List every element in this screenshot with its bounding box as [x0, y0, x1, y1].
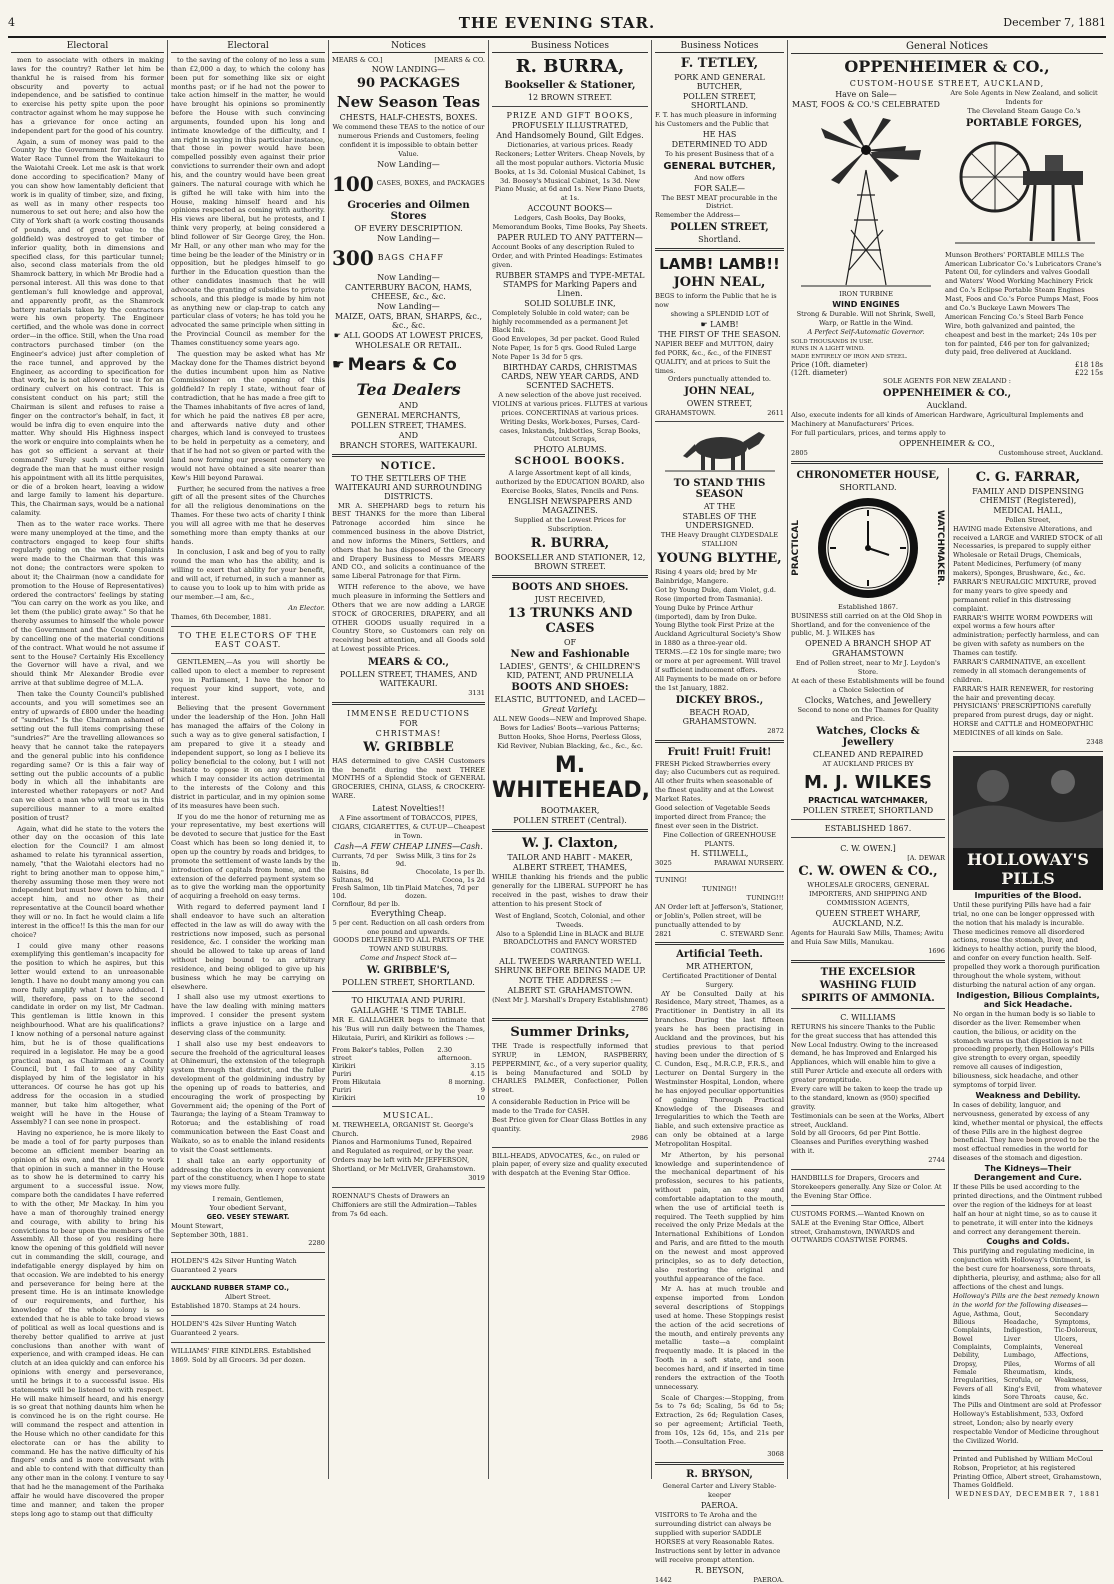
column-electoral-2: Electoral to the saving of the colony of no less a sum than £2,000 a day, to which the colony has been put for something like six or eight months past; or if he had not the power to take action himself in the matter, he would have brought his opinions so prominently before the House with such convincing arguments, founded upon his long and intimate knowledge of the difficulty, and I am right in saying in this particular instance, that those in power would have been compelled possibly even against their prior convictions to surrender their own and adopt his, and the country would have been great gainers. The natural courage with which he is gifted he will take with him into the House, making himself heard and his opinions respected as coming with authority. His views are liberal, but he protests, and I think very properly, at being considered a blind follower of Sir George Grey, the Hon. Mr Hall, or any other man who may for the time being be the leader of the Ministry or in opposition, but he pledges himself to go further in the Education question than the other candidates inasmuch that he will advocate the granting of subsidies to private schools, and this pledge is made by him not as anything new or clap-trap to catch any particular class of voters; he has told you he advocated the same principle when sitting in the Provincial Council as member for the Thames constituency some years ago. The question may be asked what has Mr Mackay done for the Thames district beyond the duties incumbent upon him as Native Commissioner on the opening of this goldfield? In reply I state, without fear of contradiction, that he has made a free gift to the Thames inhabitants of five acres of land, for which he paid the natives £8 per acre, and afterwards native duty and other charges, which land is conveyed to trustees to be held in perpetuity as a cemetery, and that if he had not so given or parted with the land now forming our present cemetery we would not have obtained a site nearer than Kew's Hill beyond Parawai. Further, he secured from the natives a free gift of all the present sites of the Churches for all the religious denominations on the Thames. For these two acts of charity I think you will all agree with me that he deserves something more than empty thanks at our hands. In conclusion, I ask and beg of you to rally round the man who has the ability, and is willing to exert that ability for your benefit, and will act, if returned, in such a manner as to cause you to look up to him with pride as our member.—I am, &c., An Elector. Thames, 6th December, 1881. TO THE ELECTORS OF THE EAST COAST. GENTLEMEN,—As you will shortly be called upon to elect a member to represent you in Parliament, I have the honor to request your kind support, vote, and interest. Believing that the present Government under the leadership of the Hon. John Hall has managed the affairs of the Colony in such a way as to give general satisfaction, I am prepared to give it a steady and independent support, so long as I believe its policy beneficial to the colony, but I will not hesitate to oppose it on any question in which I may consider its action detrimental to the interests of the Colony and this district in particular, and in my opinion some of its measures have been such. If you do me the honor of returning me as your representative, my best exertions will be devoted to secure that justice for the East Coast which has been so long denied it, to open up the country by roads and bridges, to promote the settlement of waste lands by the introduction of capitals from home, and the extension of the deferred payment system so as to give the working man the opportunity of acquiring a freehold on easy terms. With regard to deferred payment land I shall endeavor to have such an alteration effected in the law as will do away with the restrictions now imposed, such as personal residence, &c. I consider the working man should be allowed to take up areas of land without being bound to an arbitrary residence, and being obliged to give up his business which he may be carrying on elsewhere. I shall also use my utmost exertions to have the law dealing with mining matters improved. I consider the present system inflicts a grave injustice on a large and deserving class of the community. I shall also use my best endeavors to secure the freehold of the agricultural leases at Ohinemuri, the extension of the telegraph system through that district, and the fuller development of the goldmining industry by the opening up of roads to batteries, and encouraging the work of prospecting by Government aid; the opening of the Port of Tauranga; the laying of a Steam Tramway to Rotorua; and the establishing of road communication between the East Coast and Waikato, so as to enable the inland residents to visit the Coast settlements. I shall take an early opportunity of addressing the electors in every convenient part of the constituency, when I hope to state my views more fully. I remain, Gentlemen, Your obedient Servant, GEO. VESEY STEWART. Mount Stewart, September 30th, 1881. 2280 HOLDEN'S 42s Silver Hunting Watch Guaranteed 2 years AUCKLAND RUBBER STAMP CO., Albert Street. Established 1870. Stamps at 24 hours. HOLDEN'S 42s Silver Hunting Watch Guaranteed 2 years. WILLIAMS' FIRE KINDLERS. Established 1869. Sold by all Grocers. 3d per dozen.	[168, 40, 329, 1479]
ad-holden: HOLDEN'S 42s Silver Hunting Watch Guaranteed 2 years	[171, 1257, 297, 1275]
column-business-1: Business Notices R. BURRA, Bookseller & Stationer, 12 BROWN STREET. PRIZE AND GIFT BOOKS, PROFUSELY ILLUSTRATED, And Handsomely Bound, Gilt Edges. Dictionaries, at various prices. Ready Reckoners; Letter Writers. Cheap Novels, by all the most popular authors. Victoria Music Books, at 1s 3d. Colonial Musical Cabinet, 1s 3d. Boosey's Musical Cabinet, 1s 3d. New Piano Music, at 6d and 1s. New Piano Duets, at 1s. ACCOUNT BOOKS— Ledgers, Cash Books, Day Books, Memorandum Books, Time Books, Pay Sheets. PAPER RULED TO ANY PATTERN— Account Books of any description Ruled to Order, and with Printed Headings: Estimates given. RUBBER STAMPS and TYPE-METAL STAMPS for Marking Papers and Linen. SOLID SOLUBLE INK, Completely Soluble in cold water; can be highly recommended as a permanent Jet Black Ink. Good Envelopes, 3d per packet. Good Ruled Note Paper, 1s for 5 qrs. Good Ruled Large Note Paper 1s 3d for 5 qrs. BIRTHDAY CARDS, CHRISTMAS CARDS, NEW YEAR CARDS, AND SCENTED SACHETS. A new selection of the above just received. VIOLINS at various prices. FLUTES at various prices. CONCERTINAS at various prices. Writing Desks, Work-boxes, Purses, Card-cases, Inkstands, Inkbottles, Scrap Books, Cutcout Scraps, PHOTO ALBUMS. SCHOOL BOOKS. A large Assortment kept of all kinds, authorized by the EDUCATION BOARD, also Exercise Books, Slates, Pencils and Pens. ENGLISH NEWSPAPERS AND MAGAZINES. Supplied at the Lowest Prices for Subscription. R. BURRA, BOOKSELLER AND STATIONER, 12, BROWN STREET. BOOTS AND SHOES. JUST RECEIVED, 13 TRUNKS AND CASES OF New and Fashionable LADIES', GENTS', & CHILDREN'S KID, PATENT, AND PRUNELLA BOOTS AND SHOES: ELASTIC, BUTTONED, and LACED— Great Variety. ALL NEW Goods—NEW and Improved Shape. Bows for Ladies' Boots—various Patterns; Button Hooks, Shoe Horns, Peerless Gloss, Kid Reviver, Nubian Blacking, &c., &c., &c. M. WHITEHEAD, BOOTMAKER, POLLEN STREET (Central). W. J. Claxton, TAILOR AND HABIT - MAKER, ALBERT STREET, THAMES, WHILE thanking his friends and the public generally for the LIBERAL SUPPORT he has received in the past, wishes to draw their attention to his present Stock of West of England, Scotch, Colonial, and other Tweeds. Also to a Splendid Line in BLACK and BLUE BROADCLOTHS and FANCY WORSTED COATINGS. ALL TWEEDS WARRANTED WELL SHRUNK BEFORE BEING MADE UP. NOTE THE ADDRESS :— ALBERT ST. GRAHAMSTOWN. (Next Mr J. Marshall's Drapery Establishment) 2786 Summer Drinks, THE Trade is respectfully informed that SYRUP, in LEMON, RASPBERRY, PEPPERMINT, &c., of a very superior quality, is being Manufactured and SOLD by CHARLES PALMER, Confectioner, Pollen street. A considerable Reduction in Price will be made to the Trade for CASH. Best Price given for Clear Glass Bottles in any quantity. 2986 BILL-HEADS, ADVOCATES, &c., on ruled or plain paper, of every size and quality executed with despatch at the Evening Star Office.	[489, 40, 652, 1479]
letter-body	[11, 56, 164, 1518]
candidate-address: GENTLEMEN,—As you will shortly be called upon to elect a member to represent you in Parliament, I have the honor to request your kind support, vote, and interest. Believing that the present Government under the leadership of the Hon. John Hall has managed the affairs of the Colony in such a way as to give general satisfaction, I am prepared to give it a steady and independent support, so long as I believe its policy beneficial to the colony, but I will not hesitate to oppose it on any question in which I may consider its action detrimental to the interests of the Colony and this district in particular, and in my opinion some of its measures have been such. If you do me the honor of returning me as your representative, my best exertions will be devoted to secure that justice for the East Coast which has been so long denied it, to open up the country by roads and bridges, to promote the settlement of waste lands by the introduction of capitals from home, and the extension of the deferred payment system so as to give the working man the opportunity of acquiring a freehold on easy terms. With regard to deferred payment land I shall endeavor to have such an alteration effected in the law as will do away with the restrictions now imposed, such as personal residence, &c. I consider the working man should be allowed to take up areas of land without being bound to an arbitrary residence, and being obliged to give up his business which he may be carrying on elsewhere. I shall also use my utmost exertions to have the law dealing with mining matters improved. I consider the present system inflicts a grave injustice on a large and deserving class of the community. I shall also use my best endeavors to secure the freehold of the agricultural leases at Ohinemuri, the extension of the telegraph system through that district, and the fuller development of the goldmining industry by the opening up of roads to batteries, and encouraging the work of prospecting by Government aid; the opening of the Port of Tauranga; the laying of a Steam Tramway to Rotorua; and the establishing of road communication between the East Coast and Waikato, so as to enable the inland residents to visit the Coast settlements. I shall take an early opportunity of addressing the electors in every convenient part of the constituency, when I hope to state my views more fully.	[171, 658, 325, 1192]
price-row: Fresh Salmon, 1lb tin 10d. Plaid Matches, 7d per dozen.	[332, 883, 479, 900]
letter-continued	[171, 56, 325, 601]
price-row: Currants, 7d per lb. Swiss Milk, 3 tins for 2s 9d.	[332, 851, 477, 868]
masthead	[8, 14, 1106, 38]
paragraph: Then as to the water race works. There were many unemployed at the time, and the contractors engaged to keep four shifts regularly going on the work. Complaints were made to the Chairman that this was not done; the contractors were spoken to about it; the Chairman (now a candidate for promotion to the House of Representatives) ordered the contractors' feelings by stating "You can carry on the work as you like, and let them (the public) grate away." So that he thereby assumes to himself the whole power of the Government and the County Council by cancelling one of the material conditions of the contract. What would he not assume if sent to the House? Certainly His Excellency the Governor will have a rival, and we should think Mr Alexander Brodie ever arrive at that sublime degree of M.L.A.	[11, 519, 164, 688]
dateline: Thames, 6th December, 1881.	[171, 613, 272, 622]
candidate-name: GEO. VESEY STEWART.	[206, 1212, 290, 1221]
mears-logo: Mears & Co	[347, 354, 457, 375]
timetable-row: Puriri 4.15	[332, 1069, 485, 1078]
paragraph: men to associate with others in making laws for the country? Rather let him be thankful he is raised from his former obscurity and poverty to actual independence, and be satisfied to continue to exercise his petty spite upon the poor contractor against whom he may suppose he has a grievance for once acting an independent part for the good of his country.	[11, 56, 164, 135]
whitehead-headline: M. WHITEHEAD,	[492, 753, 650, 804]
holloway-illustration	[953, 756, 1103, 848]
forge-ad: Are Sole Agents in New Zealand, and solicit Indents for The Cleveland Steam Gauge Co.'s PORTABLE FORGES, Munson Brothers' PORTABLE MILLS The American Lubricator Co.'s Lubricators Crane's Patent Oil, for cylinders and valves Goodall and Waters' Wood Working Machinery Frick and Co.'s Eclipse Portable Steam Engines Mast, Foos and Co.'s Force Pumps Mast, Foos and Co.'s Buckeye Lawn Mowers The American Fencing Co.'s Steel Barb Fence Wire, both galvanized and painted, the cheapest and best in the market; 24s 10s per ton for painted, £46 per ton for galvanized; duty paid, free delivered at Auckland.	[945, 89, 1102, 357]
disease-table: Ague, Asthma, Bilious Complaints, Bowel Complaints, Debility, Dropsy, Female Irregularities, Fevers of all kinds Gout, Headache, Indigestion, Liver Complaints, Lumbago, Piles, Rheumatism, Scrofula, or King's Evil, Sore Throats Secondary Symptoms, Tic-Doloreux, Ulcers, Venereal Affections, Worms of all kinds, Weakness, from whatever cause, &c.	[953, 1309, 1102, 1401]
paragraph: In conclusion, I ask and beg of you to rally round the man who has the ability, and is willing to exert that ability for your benefit, and will act, if returned, in such a manner as to cause you to look up to him with pride as our member.—I am, &c.,	[171, 548, 325, 601]
column-header: General Notices	[791, 40, 1103, 54]
paragraph: Having no experience, he is more likely to be made a tool of for party purposes than become an efficient member bearing an opinion of his own, and the ability to work that opinion in such a manner in the House as to show he is determined to carry his argument to a successful issue. Now, compare both the candidates I have referred to with the other, Mr Mackay. In him you have a man of thoroughly trained energy and courage, with ability to bring his convictions to bear upon the members of the Assembly. All those of you residing here know the opening of this goldfield will never cut in commanding the skill, courage, and indefatigable energy displayed by him on that occasion. We are indebted to his energy and perseverance for being here at the present time. He is an intimate knowledge of our requirements, and further, his knowledge of the whole colony is so extended that he is able to take broad views of political as well as local questions and is thereby better qualified to arrive at just conclusions than another with want of experience, and with cramped ideas. He can clutch at an idea quickly and can enforce his opinions with energy and perseverance, until he brings it to a successful issue. His statements will be listened to with respect. He will make himself heard, and his energy is so great that nothing daunts him when he is convinced he is on the right course. He will command the respect and attention in the House which no other candidate for this electorate can or has the ability to command. He has the native difficulty of his fingers' ends and is more conversant with and able to contend with that difficulty than any other man in the colony. I venture to say that had he the management of the Parihaka affair he would have discovered the proper time and manner, and taken the proper steps long ago to stamp out that difficulty	[11, 1129, 164, 1518]
column-header: Electoral	[171, 40, 325, 53]
paragraph: Further, he secured from the natives a free gift of all the present sites of the Churches for all the religious denominations on the Thames. For these two acts of charity I think you will all agree with me that he deserves something more than empty thanks at our hands.	[171, 484, 325, 546]
ad-holden-2: HOLDEN'S 42s Silver Hunting Watch Guaranteed 2 years.	[171, 1319, 297, 1337]
price-row: Cornflour, 8d per lb.	[332, 899, 400, 908]
price-row: Raisins, 8d Chocolate, 1s per lb.	[332, 867, 485, 876]
paragraph: to the saving of the colony of no less a sum than £2,000 a day, to which the colony has been put for something like six or eight months past; or if he had not the power to take action himself in the matter, he would have brought his opinions so prominently before the House with such convincing arguments, founded upon his long and intimate knowledge of the difficulty, and I am right in saying in this particular instance, that those in power would have been compelled possibly even against their prior convictions to surrender their own and adopt his, and the country would have been great gainers. The natural courage with which he is gifted he will take with him into the House, making himself heard and his opinions respected as coming with authority. His views are liberal, but he protests, and I think very properly, at being considered a blind follower of Sir George Grey, the Hon. Mr Hall, or any other man who may for the time being be the leader of the Ministry or in opposition, but he pledges himself to go further in the Education question than the other candidates inasmuch that he will advocate the granting of subsidies to private schools, and this pledge is made by him not as anything new or clap-trap to catch any particular class of voters; he has told you he advocated the same principle when sitting in the Provincial Council as member for the Thames constituency some years ago.	[171, 56, 325, 347]
timetable-row: Kirikiri 3.15	[332, 1061, 485, 1070]
column-business-2: Business Notices F. TETLEY, PORK AND GENERAL BUTCHER, POLLEN STREET, SHORTLAND. F. T. has much pleasure in informing his Customers and the Public that HE HAS DETERMINED TO ADD To his present Business that of a GENERAL BUTCHER, And now offers FOR SALE— The BEST MEAT procurable in the District. Remember the Address— POLLEN STREET, Shortland. LAMB! LAMB!! JOHN NEAL, BEGS to inform the Public that he is now showing a SPLENDID LOT of ☛ LAMB! THE FIRST OF THE SEASON. NAPIER BEEF and MUTTON, dairy fed PORK, &c., &c., of the FINEST QUALITY, and at prices to Suit the times. Orders punctually attended to. JOHN NEAL, OWEN STREET, GRAHAMSTOWN. 2611 TO STAND THIS SEASON AT THE STABLES OF THE UNDERSIGNED. THE Heavy Draught CLYDESDALE STALLION YOUNG BLYTHE, Rising 4 years old; bred by Mr Bainbridge, Mangere. Got by Young Duke, dam Violet, g.d. Rose (imported from Tasmania). Young Duke by Prince Arthur (imported), dam by Iron Duke. Young Blythe took First Prize at the Auckland Agricultural Society's Show in 1880 as a three-year old. TERMS.—£2 10s for single mare; two or more at per agreement. Will travel if sufficient inducement offers. All Payments to be made on or before the 1st January, 1882. DICKEY BROS., BEACH ROAD, GRAHAMSTOWN. 2872 Fruit! Fruit! Fruit! FRESH Picked Strawberries every day; also Cucumbers cut as required. All other fruits when seasonable of the finest quality and at the Lowest Market Rates. Good selection of Vegetable Seeds imported direct from France; the finest ever seen in the District. Fine Collection of GREENHOUSE PLANTS. H. STILWELL, 3025 PARAWAI NURSERY. TUNING! TUNING!! TUNING!!! AN Order left at Jefferson's, Stationer, or Joblin's, Pollen street, will be punctually attended to by 2821 C. STEWARD Senr. Artificial Teeth. MR ATHERTON, Certificated Practitioner of Dental Surgery. AY be Consulted Daily at his Residence, Mary street, Thames, as a Practitioner in Dentistry in all its branches. During the last fifteen years he has been practising in Auckland and the provinces, but his studies previous to that period having been under the direction of S C. Cundon, Esq., M.R.C.P., F.R.S., and Lecturer on Dental Surgery in the Westminster Hospital, London, where he has enjoyed peculiar opportunities of gaining Thorough Practical Knowledge of the Diseases and Irregularities to which the Teeth are liable, and such extensive practice as can only be obtained at a large Metropolitan Hospital. Mr Atherton, by his personal knowledge and superintendence of the mechanical department of his profession, secures to his patients, without pain, an easy and comfortable adaptation to the mouth, when the use of artificial teeth is required. The Teeth supplied by him received the only Prize Medals at the International Exhibitions of London and Paris, and are fitted to the mouth on the newest and most approved principles, so as to defy detection, also restoring the original and youthful appearance of the face. Mr A. has at much trouble and expense imported from London several descriptions of Stoppings used at home. These Stoppings resist the action of the acid secretions of the mouth, and entirely prevents any metallic taste—a complaint frequently made. It is placed in the Tooth in a soft state, and soon becomes hard, and if inserted in time renders the extraction of the Tooth unnecessary. Scale of Charges:—Stopping, from 5s to 7s 6d; Scaling, 5s 6d to 5s; Extraction, 2s 6d; Regulation Cases, so per agreement; Artificial Teeth, from 10s, 12s 6d, 15s, and 21s per Tooth.—Consultation Free. 3068 R. BRYSON, General Carter and Livery Stable-keeper PAEROA. VISITORS to Te Aroha and the surrounding district can always be supplied with superior SADDLE HORSES at very Reasonable Rates. Instructions sent by letter in advance will receive prompt attention. R. BEYSON, 1442 PAEROA.	[652, 40, 788, 1479]
clock-face-icon	[813, 493, 923, 603]
paragraph: I could give many other reasons exemplifying this gentleman's incapacity for the position to which he aspires, but this letter would extend to an unreasonable length. I have no doubt many among you can more fully amplify what I have adduced. I will, therefore, pass on to the second candidate in order on my list, Mr Cadman. This gentleman is little known in this neighbourhood. What are his qualifications? I know nothing of a personal nature against him, but he is of those qualifications required in a legislator. He may be a good practical man, as Chairman of a County Council, but I fail to see any ability displayed by him of the legislator in his utterances. Of course he has got up his address for the occasion in a studied manner, but take him altogether, what weight will he have in the House of Assembly? I can see none in prospect.	[11, 941, 164, 1127]
paragraph: The question may be asked what has Mr Mackay done for the Thames district beyond the duties incumbent upon him as Native Commissioner on the opening of this goldfield? In reply I state, without fear of contradiction, that he has made a free gift to the Thames inhabitants of five acres of land, for which he paid the natives £8 per acre, and afterwards native duty and other charges, which land is conveyed to trustees to be held in perpetuity as a cemetery, and that if he had not so given or parted with the land now forming our present cemetery we would not have obtained a site nearer than Kew's Hill beyond Parawai.	[171, 349, 325, 482]
paragraph: Then take the County Council's published accounts, and you will sometimes see an entry of upwards of £800 under the heading of "sundries." Is the Chairman ashamed of setting out the full items comprising these "sundries?" Are the travelling allowances so heavy that he cannot take the ratepayers and the general public into his confidence regarding same? Or is this a fair way of setting out the public accounts of a public body in which all the inhabitants are interested whether ratepayers or not? And can we elect a man who will treat us in this supercilious manner to a more exalted position of trust?	[11, 689, 164, 822]
pointing-hand-icon: ☛	[700, 319, 708, 329]
burra-headline: R. BURRA,	[515, 56, 625, 77]
ad-kindlers: WILLIAMS' FIRE KINDLERS. Established 1869. Sold by all Grocers. 3d per dozen.	[171, 1346, 311, 1364]
paragraph: Again, what did he state to the voters the other day on the occasion of this late election for the Council? I am almost ashamed to relate his tyrannical assertion, namely, "that the Waiotahi electors had no right to bring another man to oppose him," thereby assuming those men they were not independent but must bow down to him, and accept him, and no other as their representative at the Council board whether they will or no. In fact he would claim a life interest in the office!! Is this the man for our choice?	[11, 824, 164, 939]
timetable-row: From Hikutaia 8 morning.	[332, 1077, 485, 1086]
horse-engraving	[655, 426, 783, 476]
signature: An Elector.	[288, 604, 325, 613]
timetable-row: Puriri 9	[332, 1085, 485, 1094]
teas-headline: New Season Teas	[336, 93, 481, 111]
windmill-engraving	[791, 110, 941, 290]
column-header: Notices	[332, 40, 485, 53]
column-notices: Notices MEARS & CO.] [MEARS & CO. NOW LANDING— 90 PACKAGES New Season Teas CHESTS, HALF-CHESTS, BOXES. We commend these TEAS to the notice of our numerous Friends and Customers, feeling confident it is impossible to obtain better Value. Now Landing— 100 CASES, BOXES, and PACKAGES Groceries and Oilmen Stores OF EVERY DESCRIPTION. Now Landing— 300 BAGS CHAFF Now Landing— CANTERBURY BACON, HAMS, CHEESE, &c., &c. Now Landing— MAIZE, OATS, BRAN, SHARPS, &c., &c., &c. ☛ ALL GOODS AT LOWEST PRICES, WHOLESALE OR RETAIL. ☛ Mears & Co Tea Dealers AND GENERAL MERCHANTS, POLLEN STREET, THAMES. AND BRANCH STORES, WAITEKAURI. NOTICE. TO THE SETTLERS OF THE WAITEKAURI AND SURROUNDING DISTRICTS. MR A. SHEPHARD begs to return his BEST THANKS for the more than Liberal Patronage accorded him since he commenced business in the above District, and now informs the Miners, Settlers, and others that he has disposed of the Grocery and Drapery Business to Messrs MEARS AND CO., and solicits a continuance of the same Liberal Patronage for that Firm. WITH reference to the above, we have much pleasure in informing the Settlers and Others that we are now adding a LARGE STOCK of GROCERIES, DRAPERY, and all OTHER GOODS usually required in a Country Store, so Customers can rely on receiving best attention, and all Goods sold at Lowest possible Prices. MEARS & CO., POLLEN STREET, THAMES, AND WAITEKAURI. 3131 IMMENSE REDUCTIONS FOR CHRISTMAS! W. GRIBBLE HAS determined to give CASH Customers the benefit during the next THREE MONTHS of a Splendid Stock of GENERAL GROCERIES, CHINA, GLASS, & CROCKERY-WARE. Latest Novelties!! A Fine assortment of TOBACCOS, PIPES, CIGARS, CIGARETTES, & CUT-UP—Cheapest in Town. Cash—A FEW CHEAP LINES—Cash. Currants, 7d per lb. Swiss Milk, 3 tins for 2s 9d. Raisins, 8d Chocolate, 1s per lb. Sultanas, 9d Cocoa, 1s 2d Fresh Salmon, 1lb tin 10d. Plaid Matches, 7d per dozen. Cornflour, 8d per lb. Everything Cheap. 5 per cent. Reduction on all cash orders from one pound and upwards. GOODS DELIVERED TO ALL PARTS OF THE TOWN AND SUBURBS. Come and Inspect Stock at— W. GRIBBLE'S, POLLEN STREET, SHORTLAND. TO HIKUTAIA AND PURIRI. GALLAGHE 'S TIME TABLE. MR E. GALLAGHER begs to intimate that his 'Bus will run daily between the Thames, Hikutaia, Puriri, and Kirikiri as follows :— From Baker's tables, Pollen street 2.30 afternoon. Kirikiri 3.15 Puriri 4.15 From Hikutaia 8 morning. Puriri 9 Kirikiri 10 MUSICAL. M. TREWHEELA, ORGANIST St. George's Church. Pianos and Harmoniums Tuned, Repaired and Regulated as required, or by the year. Orders may be left with Mr JEFFERSON, Shortland, or Mr McLIVER, Grahamstown. 3019 ROENNAU'S Chests of Drawers an Chiffoniers are still the Admiration—Tables from 7s 6d each.	[329, 40, 489, 1479]
price-table	[332, 852, 485, 908]
time-table	[332, 1046, 485, 1102]
column-general-notices: General Notices OPPENHEIMER & CO., CUSTOM-HOUSE STREET, AUCKLAND, Have on Sale— MAST, FOOS & CO.'S CELEBRATED IRON TURBINE WIND ENGINES Strong & Durable. Will not Shrink, Swell, Warp, or Rattle in the Wind. A Perfect Self-Automatic Governor. SOLD THOUSANDS IN USE. RUNS IN A LIGHT WIND. MADE ENTIRELY OF IRON AND STEEL. Are Sole Agents in New Zealand, and solicit Indents for The Cleveland Steam Gauge Co.'s PORTABLE FORGES, Munson Brothers' PORTABLE MILLS The American Lubricator Co.'s Lubricators Crane's Patent Oil, for cylinders and valves Goodall and Waters' Wood Working Machinery Frick and Co.'s Eclipse Portable Steam Engines Mast, Foos and Co.'s Force Pumps Mast, Foos and Co.'s Buckeye Lawn Mowers The American Fencing Co.'s Steel Barb Fence Wire, both galvanized and painted, the cheapest and best in the market; 24s 10s per ton for painted, £46 per ton for galvanized; duty paid, free delivered at Auckland. Price (10ft. diameter) £18 18s (12ft. diameter) £22 15s SOLE AGENTS FOR NEW ZEALAND : OPPENHEIMER & CO., Auckland. Also, execute indents for all kinds of American Hardware, Agricultural Implements and Machinery at Manufacturers' Prices. For full particulars, prices, and terms apply to OPPENHEIMER & CO., 2805 Customhouse street, Auckland. CHRONOMETER HOUSE, SHORTLAND. PRACTICAL WATCHMAKER. Established 1867. BUSINESS still carried on at the Old Shop in Shortland, and for the convenience of the public, M. J. WILKES has OPENED A BRANCH SHOP AT GRAHAMSTOWN End of Pollen street, near to Mr J. Leydon's Store. At each of these Establishments will be found a Choice Selection of Clocks, Watches, and Jewellery Second to none on the Thames for Quality and Price. Watches, Clocks & Jewellery CLEANED AND REPAIRED AT AUCKLAND PRICES BY M. J. WILKES PRACTICAL WATCHMAKER, POLLEN STREET, SHORTLAND ESTABLISHED 1867. C. W. OWEN.] [A. DEWAR C. W. OWEN & CO., WHOLESALE GROCERS, GENERAL IMPORTERS, AND SHIPPING AND COMMISSION AGENTS, QUEEN STREET WHARF, AUCKLAND, N.Z. Agents for Hauraki Saw Mills, Thames; Awitu and Huia Saw Mills, Manukau. 1696 THE EXCELSIOR WASHING FLUID SPIRITS OF AMMONIA. C. WILLIAMS RETURNS his sincere Thanks to the Public for the great success that has attended this New Local Industry. Owing to the increased demand, he has Improved and Enlarged his Appliances, which will enable him to give a still Purer Article and execute all orders with greater promptitude. Every care will be taken to keep the trade up to the standard, known as (950) specified gravity. Testimonials can be seen at the Works, Albert street, Auckland. Sold by all Grocers, 6d per Pint Bottle. Cleanses and Purifies everything washed with it. 2744 HANDBILLS for Drapers, Grocers and Storekeepers generally. Any Size or Color. At the Evening Star Office. CUSTOMS FORMS.—Wanted Known on SALE at the Evening Star Office, Albert street, Grahamstown, INWARDS and OUTWARDS COASTWISE FORMS. C. G. FARRAR, FAMILY AND DISPENSING CHEMIST (Registered), MEDICAL HALL, Pollen Street, HAVING made Extensive Alterations, and received a LARGE and VARIED STOCK of all Necessaries, is prepared to supply either Wholesale or Retail Drugs, Chemicals, Patent Medicines, Perfumery (of many makers), Sponges, Brushware, &c., &c. FARRAR'S NEURALGIC MIXTURE, proved for many years to give speedy and permanent relief in this distressing complaint. FARRAR'S WHITE WORM POWDERS will expel worms a few hours after administration; perfectly harmless, and can be given with safety as numbers on the Thames can testify. FARRAR'S CARMINATIVE, an excellent remedy in all stomach derangements of children. FARRAR'S HAIR RENEWER, for restoring the hair and preventing decay. PHYSICIANS' PRESCRIPTIONS carefully prepared from purest drugs, day or night. HORSE and CATTLE and HOMEOPATHIC MEDICINES of all kinds on Sale. 2348 HOLLOWAY'S PILLS Impurities of the Blood. Until these purifying Pills have had a fair trial, no one can be longer oppressed with the notion that his malady is incurable. These medicines remove all disordered actions, rouse the stomach, liver, and kidneys to healthy action, purify the blood, and confer on every function health. Self-propelled they work a thorough purification throughout the whole system, without disturbing the natural action of any organ. Indigestion, Bilious Complaints, and Sick Headache. No organ in the human body is so liable to disorder as the liver. Remember when caution, the bilious, or acidity on the stomach warns us that digestion is not proceeding properly, then Holloway's Pills give strength to every organ, speedily remove all causes of indigestion, biliousness, sick headache, and other symptoms of torpid liver. Weakness and Debility. In cases of debility, languor, and nervousness, generated by excess of any kind, whether mental or physical, the effects of these Pills are in the highest degree beneficial. They have been proved to be the most effectual remedies in the world for diseases of the stomach and digestion. The Kidneys—Their Derangement and Cure. If these Pills be used according to the printed directions, and the Ointment rubbed over the region of the kidneys for at least half an hour at night time, so as to cause it to penetrate, it will enter into the kidneys and correct any derangement therein. Coughs and Colds. This purifying and regulating medicine, in conjunction with Holloway's Ointment, is the best cure for hoarseness, sore throats, diphtheria, pleurisy, and asthma; also for all affections of the chest and lungs. Holloway's Pills are the best remedy known in the world for the following diseases— Ague, Asthma, Bilious Complaints, Bowel Complaints, Debility, Dropsy, Female Irregularities, Fevers of all kinds Gout, Headache, Indigestion, Liver Complaints, Lumbago, Piles, Rheumatism, Scrofula, or King's Evil, Sore Throats Secondary Symptoms, Tic-Doloreux, Ulcers, Venereal Affections, Worms of all kinds, Weakness, from whatever cause, &c. The Pills and Ointment are sold at Professor Holloway's Establishment, 533, Oxford street, London; also by nearly every respectable Vendor of Medicine throughout the Civilized World. Printed and Published by William McCoul Robson, Proprietor, at his registered Printing Office, Albert street, Grahamstown, Thames Goldfield. WEDNESDAY, DECEMBER 7, 1881	[791, 41, 1103, 1499]
price-row: Sultanas, 9d Cocoa, 1s 2d	[332, 875, 485, 884]
holloway-banner: HOLLOWAY'S PILLS	[953, 848, 1103, 890]
column-electoral-1	[8, 40, 168, 1518]
pointing-hand-icon: ☛ ALL GOODS AT LOWEST PRICES,	[333, 330, 484, 340]
column-header: Business Notices	[655, 40, 784, 53]
packages-headline: 90 PACKAGES	[356, 76, 461, 91]
portable-forge-engraving	[945, 131, 1103, 251]
gribble-headline: W. GRIBBLE	[363, 739, 454, 755]
newspaper-title: THE EVENING STAR.	[458, 14, 656, 32]
column-header: Business Notices	[492, 40, 648, 53]
address-heading: TO THE ELECTORS OF THE EAST COAST.	[178, 631, 318, 650]
issue-date: December 7, 1881	[1003, 16, 1106, 29]
farrar-column: C. G. FARRAR, FAMILY AND DISPENSING CHEMIST (Registered), MEDICAL HALL, Pollen Street, HAVING made Extensive Alterations, and received a LARGE and VARIED STOCK of all Necessaries, is prepared to supply either Wholesale or Retail Drugs, Chemicals, Patent Medicines, Perfumery (of many makers), Sponges, Brushware, &c., &c. FARRAR'S NEURALGIC MIXTURE, proved for many years to give speedy and permanent relief in this distressing complaint. FARRAR'S WHITE WORM POWDERS will expel worms a few hours after administration; perfectly harmless, and can be given with safety as numbers on the Thames can testify. FARRAR'S CARMINATIVE, an excellent remedy in all stomach derangements of children. FARRAR'S HAIR RENEWER, for restoring the hair and preventing decay. PHYSICIANS' PRESCRIPTIONS carefully prepared from purest drugs, day or night. HORSE and CATTLE and HOMEOPATHIC MEDICINES of all kinds on Sale. 2348 HOLLOWAY'S PILLS Impurities of the Blood. Until these purifying Pills have had a fair trial, no one can be longer oppressed with the notion that his malady is incurable. These medicines remove all disordered actions, rouse the stomach, liver, and kidneys to healthy action, purify the blood, and confer on every function health. Self-propelled they work a thorough purification throughout the whole system, without disturbing the natural action of any organ. Indigestion, Bilious Complaints, and Sick Headache. No organ in the human body is so liable to disorder as the liver. Remember when caution, the bilious, or acidity on the stomach warns us that digestion is not proceeding properly, then Holloway's Pills give strength to every organ, speedily remove all causes of indigestion, biliousness, sick headache, and other symptoms of torpid liver. Weakness and Debility. In cases of debility, languor, and nervousness, generated by excess of any kind, whether mental or physical, the effects of these Pills are in the highest degree beneficial. They have been proved to be the most effectual remedies in the world for diseases of the stomach and digestion. The Kidneys—Their Derangement and Cure. If these Pills be used according to the printed directions, and the Ointment rubbed over the region of the kidneys for at least half an hour at night time, so as to cause it to penetrate, it will enter into the kidneys and correct any derangement therein. Coughs and Colds. This purifying and regulating medicine, in conjunction with Holloway's Ointment, is the best cure for hoarseness, sore throats, diphtheria, pleurisy, and asthma; also for all affections of the chest and lungs. Holloway's Pills are the best remedy known in the world for the following diseases— Ague, Asthma, Bilious Complaints, Bowel Complaints, Debility, Dropsy, Female Irregularities, Fevers of all kinds Gout, Headache, Indigestion, Liver Complaints, Lumbago, Piles, Rheumatism, Scrofula, or King's Evil, Sore Throats Secondary Symptoms, Tic-Doloreux, Ulcers, Venereal Affections, Worms of all kinds, Weakness, from whatever cause, &c. The Pills and Ointment are sold at Professor Holloway's Establishment, 533, Oxford street, London; also by nearly every respectable Vendor of Medicine throughout the Civilized World. Printed and Published by William McCoul Robson, Proprietor, at his registered Printing Office, Albert street, Grahamstown, Thames Goldfield. WEDNESDAY, DECEMBER 7, 1881	[953, 469, 1103, 1499]
column-header: Electoral	[11, 40, 164, 53]
timetable-row: Kirikiri 10	[332, 1093, 485, 1102]
paragraph: Again, a sum of money was paid to the County by the Government for making the Water Race Tunnel from the Waitekauri to the Waiotahi Creek. Let me ask is that work done according to specification? Many of you can show how lamentably deficient that work is in quality of timber, size, and fixing, as well as in many other respects too numerous to set out here; and also how the City of York shaft (a work costing thousands of pounds, and of great value to the goldfield) was destroyed to get timber of inferior quality, both in dimensions and specified class, for this particular tunnel; also, second class materials from the old Shamrock battery, in which Mr Brodie had a personal interest. All this was done to that gentleman's full knowledge and approval, and apparently profit, as the Shamrock battery materials taken by the contractors were his own property. The Engineer certified, and the whole was done in correct order—in the office. Still, when the Una road contractors purchased timber (on the Engineer's advice) just after completion of the race tunnel, and approved by the Engineer, as according to specification for that work, he is not allowed to use it for an ordinary culvert on his contract. This is consistent conduct on his part; still the Chairman is silent and refuses to raise a finger on the contractor's behalf, in fact, it would be infra dig to even enquire into the matter. Why should His Highness inspect the work or enquire into complaints when he has got so efficient a servant at their command? Surely such a course would degrade the man that he must either resign his appointment with all its little perquisites, or die of a broken heart, leaving a widow and large family to lament his departure. This, the Chairman says, would be a national calamity.	[11, 137, 165, 518]
windmill-ad: Have on Sale— MAST, FOOS & CO.'S CELEBRATED IRON TURBINE WIND ENGINES Strong & Durable. Will not Shrink, Swell, Warp, or Rattle in the Wind. A Perfect Self-Automatic Governor. SOLD THOUSANDS IN USE. RUNS IN A LIGHT WIND. MADE ENTIRELY OF IRON AND STEEL.	[791, 90, 940, 360]
timetable-row: From Baker's tables, Pollen street 2.30 afternoon.	[332, 1045, 473, 1062]
pointing-hand-icon: ☛	[332, 356, 345, 373]
wilkes-column: CHRONOMETER HOUSE, SHORTLAND. PRACTICAL WATCHMAKER. Established 1867. BUSINESS still carried on at the Old Shop in Shortland, and for the convenience of the public, M. J. WILKES has OPENED A BRANCH SHOP AT GRAHAMSTOWN End of Pollen street, near to Mr J. Leydon's Store. At each of these Establishments will be found a Choice Selection of Clocks, Watches, and Jewellery Second to none on the Thames for Quality and Price. Watches, Clocks & Jewellery CLEANED AND REPAIRED AT AUCKLAND PRICES BY M. J. WILKES PRACTICAL WATCHMAKER, POLLEN STREET, SHORTLAND ESTABLISHED 1867. C. W. OWEN.] [A. DEWAR C. W. OWEN & CO., WHOLESALE GROCERS, GENERAL IMPORTERS, AND SHIPPING AND COMMISSION AGENTS, QUEEN STREET WHARF, AUCKLAND, N.Z. Agents for Hauraki Saw Mills, Thames; Awitu and Huia Saw Mills, Manukau. 1696 THE EXCELSIOR WASHING FLUID SPIRITS OF AMMONIA. C. WILLIAMS RETURNS his sincere Thanks to the Public for the great success that has attended this New Local Industry. Owing to the increased demand, he has Improved and Enlarged his Appliances, which will enable him to give a still Purer Article and execute all orders with greater promptitude. Every care will be taken to keep the trade up to the standard, known as (950) specified gravity. Testimonials can be seen at the Works, Albert street, Auckland. Sold by all Grocers, 6d per Pint Bottle. Cleanses and Purifies everything washed with it. 2744 HANDBILLS for Drapers, Grocers and Storekeepers generally. Any Size or Color. At the Evening Star Office. CUSTOMS FORMS.—Wanted Known on SALE at the Evening Star Office, Albert street, Grahamstown, INWARDS and OUTWARDS COASTWISE FORMS.	[791, 468, 949, 1499]
page-number: 4	[8, 16, 15, 29]
ad-rubber-stamp: AUCKLAND RUBBER STAMP CO.,	[171, 1284, 289, 1293]
